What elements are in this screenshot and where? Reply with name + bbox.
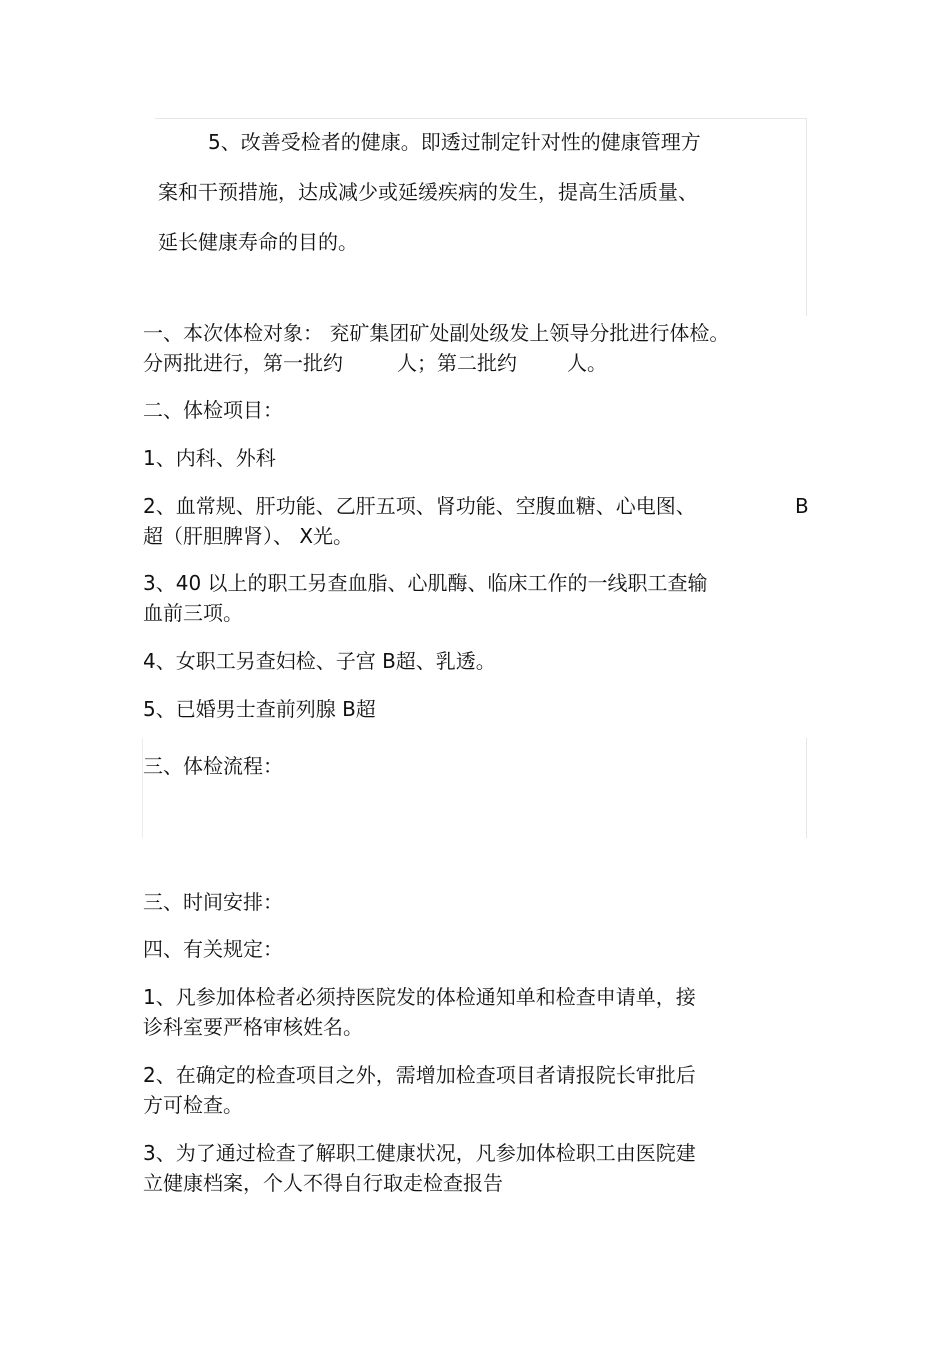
intro-line-3: 延长健康寿命的目的。 (158, 230, 358, 254)
exam-item-3-line-2: 血前三项。 (143, 601, 243, 625)
exam-item-4: 4、女职工另查妇检、子宫 B超、乳透。 (143, 649, 496, 673)
section1-line-1: 一、本次体检对象： 兖矿集团矿处副处级发上领导分批进行体检。 (143, 321, 730, 345)
section3-heading: 三、体检流程： (143, 754, 283, 778)
exam-item-2-b: B (795, 494, 809, 518)
batch1-label: 分两批进行，第一批约 (143, 351, 343, 375)
section4-heading: 三、时间安排： (143, 890, 283, 914)
rule-3-line-2: 立健康档案，个人不得自行取走检查报告 (143, 1171, 503, 1195)
intro-line-1: 5、改善受检者的健康。即透过制定针对性的健康管理方 (208, 130, 701, 154)
exam-item-2-line-2: 超（肝胆脾肾）、 X光。 (143, 524, 354, 548)
rule-1-line-1: 1、凡参加体检者必须持医院发的体检通知单和检查申请单，接 (143, 985, 696, 1009)
batch2-suffix: 人。 (567, 351, 607, 375)
section5-heading: 四、有关规定： (143, 937, 283, 961)
batch2-label: 人；第二批约 (397, 351, 517, 375)
section2-heading: 二、体检项目： (143, 398, 283, 422)
rule-1-line-2: 诊科室要严格审核姓名。 (143, 1015, 363, 1039)
exam-item-2-line-1: 2、血常规、肝功能、乙肝五项、肾功能、空腹血糖、心电图、 (143, 494, 696, 518)
exam-item-5: 5、已婚男士查前列腺 B超 (143, 697, 376, 721)
exam-item-3-line-1: 3、40 以上的职工另查血脂、心肌酶、临床工作的一线职工查输 (143, 571, 708, 595)
rule-2-line-2: 方可检查。 (143, 1093, 243, 1117)
section1-line-2 (143, 348, 607, 378)
intro-line-2: 案和干预措施，达成减少或延缓疾病的发生，提高生活质量、 (158, 180, 698, 204)
rule-3-line-1: 3、为了通过检查了解职工健康状况，凡参加体检职工由医院建 (143, 1141, 696, 1165)
rule-2-line-1: 2、在确定的检查项目之外，需增加检查项目者请报院长审批后 (143, 1063, 696, 1087)
exam-item-1: 1、内科、外科 (143, 446, 276, 470)
